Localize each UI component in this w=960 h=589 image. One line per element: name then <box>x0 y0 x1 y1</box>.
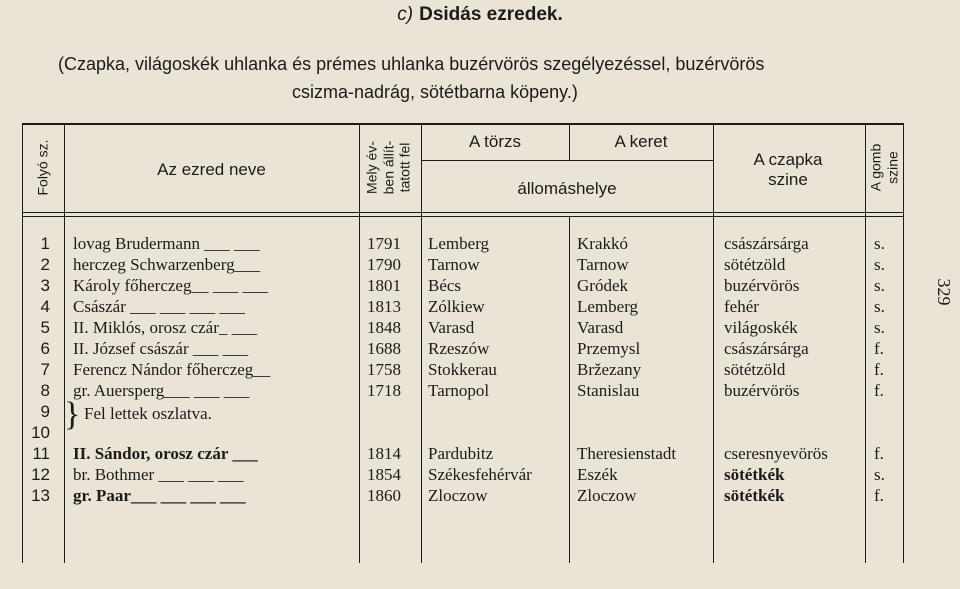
header-number: Folyó sz. <box>34 139 51 196</box>
header-bottom-rule-2 <box>22 216 904 217</box>
button-color: s. <box>874 318 885 337</box>
row-number: 6 <box>40 339 50 358</box>
table-row <box>0 443 960 464</box>
row-number: 13 <box>31 486 50 505</box>
merged-rows-note: Fel lettek oszlatva. <box>84 404 212 423</box>
cap-color: császársárga <box>724 234 809 253</box>
founding-year: 1814 <box>367 444 401 463</box>
header-year-line-2: ben állít- <box>380 140 397 195</box>
row-number: 1 <box>40 234 50 253</box>
table-row <box>0 275 960 296</box>
regiment-name: gr. Paar___ ___ ___ ___ <box>73 486 246 505</box>
founding-year: 1790 <box>367 255 401 274</box>
subtitle-line-2: csizma-nadrág, sötétbarna köpeny.) <box>292 82 578 102</box>
button-color: f. <box>874 339 884 358</box>
founding-year: 1848 <box>367 318 401 337</box>
staff-rim-divider <box>421 160 713 161</box>
founding-year: 1813 <box>367 297 401 316</box>
founding-year: 1758 <box>367 360 401 379</box>
button-color: s. <box>874 255 885 274</box>
table-row <box>0 422 960 443</box>
header-regiment-name: Az ezred neve <box>157 160 266 179</box>
rim-station: Lemberg <box>577 297 639 316</box>
regiment-name: gr. Auersperg___ ___ ___ <box>73 381 250 400</box>
row-number: 10 <box>31 423 50 442</box>
row-number: 2 <box>40 255 50 274</box>
founding-year: 1801 <box>367 276 401 295</box>
header-rim: A keret <box>614 132 668 151</box>
founding-year: 1791 <box>367 234 401 253</box>
rim-station: Stanislau <box>577 381 640 400</box>
table-row <box>0 254 960 275</box>
staff-station: Tarnopol <box>428 381 490 400</box>
rim-station: Eszék <box>577 465 618 484</box>
regiment-name: Császár ___ ___ ___ ___ <box>73 297 245 316</box>
header-staff: A törzs <box>469 132 521 151</box>
regiment-name: II. Miklós, orosz czár_ ___ <box>73 318 258 337</box>
regiment-name: lovag Brudermann ___ ___ <box>73 234 260 253</box>
page-number: 329 <box>934 278 954 306</box>
row-number: 4 <box>40 297 50 316</box>
row-number: 11 <box>32 444 50 463</box>
row-number: 5 <box>40 318 50 337</box>
cap-color: sötétzöld <box>724 255 786 274</box>
header-button-color-line-2: szine <box>884 151 901 184</box>
button-color: s. <box>874 465 885 484</box>
founding-year: 1718 <box>367 381 401 400</box>
regiment-name: br. Bothmer ___ ___ ___ <box>73 465 244 484</box>
header-year-line-1: Mely év- <box>363 141 380 194</box>
staff-station: Zloczow <box>428 486 488 505</box>
table-row <box>0 296 960 317</box>
button-color: f. <box>874 381 884 400</box>
rim-station: Przemysl <box>577 339 641 358</box>
rim-station: Varasd <box>577 318 624 337</box>
cap-color: buzérvörös <box>724 276 800 295</box>
founding-year: 1688 <box>367 339 401 358</box>
staff-station: Zólkiew <box>428 297 485 316</box>
cap-color: sötétzöld <box>724 360 786 379</box>
regiment-name: II. József császár ___ ___ <box>73 339 249 358</box>
staff-station: Stokkerau <box>428 360 497 379</box>
table-row <box>0 359 960 380</box>
table-row <box>0 233 960 254</box>
cap-color: császársárga <box>724 339 809 358</box>
subtitle-line-1: (Czapka, világoskék uhlanka és prémes uhlanka buzérvörös szegélyezéssel, buzérvörös <box>58 54 765 74</box>
table-row <box>0 485 960 506</box>
header-cap-color: A czapka szine <box>753 150 823 189</box>
rim-station: Bržezany <box>577 360 642 379</box>
regiment-name: II. Sándor, orosz czár ___ <box>73 444 258 463</box>
button-color: s. <box>874 297 885 316</box>
button-color: f. <box>874 486 884 505</box>
button-color: s. <box>874 234 885 253</box>
founding-year: 1860 <box>367 486 401 505</box>
table-row <box>0 317 960 338</box>
section-title <box>0 4 960 26</box>
regiment-name: Ferencz Nándor főherczeg__ <box>73 360 271 379</box>
staff-station: Lemberg <box>428 234 490 253</box>
founding-year: 1854 <box>367 465 401 484</box>
cap-color: cseresnyevörös <box>724 444 828 463</box>
table-row <box>0 380 960 401</box>
staff-station: Székesfehérvár <box>428 465 532 484</box>
header-button-color-line-1: A gomb <box>867 143 884 192</box>
button-color: s. <box>874 276 885 295</box>
section-title-prefix: c) <box>397 4 414 25</box>
table-top-rule <box>22 123 904 125</box>
cap-color: világoskék <box>724 318 798 337</box>
row-number: 8 <box>40 381 50 400</box>
table-row <box>0 464 960 485</box>
cap-color: buzérvörös <box>724 381 800 400</box>
row-number: 9 <box>40 402 50 421</box>
staff-station: Varasd <box>428 318 475 337</box>
header-station: állomáshelye <box>517 179 617 198</box>
regiment-name: herczeg Schwarzenberg___ <box>73 255 261 274</box>
button-color: f. <box>874 360 884 379</box>
rim-station: Zloczow <box>577 486 637 505</box>
staff-station: Rzeszów <box>428 339 490 358</box>
row-number: 12 <box>31 465 50 484</box>
section-title-text: Dsidás ezredek. <box>419 4 563 25</box>
staff-station: Bécs <box>428 276 462 295</box>
table-row <box>0 338 960 359</box>
header-bottom-rule-1 <box>22 212 904 213</box>
regiment-name: Károly főherczeg__ ___ ___ <box>73 276 268 295</box>
rim-station: Gródek <box>577 276 628 295</box>
staff-station: Pardubitz <box>428 444 494 463</box>
cap-color: sötétkék <box>724 486 785 505</box>
row-number: 3 <box>40 276 50 295</box>
header-year-line-3: tatott fel <box>396 142 413 193</box>
cap-color: sötétkék <box>724 465 785 484</box>
button-color: f. <box>874 444 884 463</box>
rim-station: Theresienstadt <box>577 444 677 463</box>
staff-station: Tarnow <box>428 255 480 274</box>
rim-station: Krakkó <box>577 234 628 253</box>
rim-station: Tarnow <box>577 255 629 274</box>
merged-rows-brace: } <box>64 396 81 433</box>
row-number: 7 <box>40 360 50 379</box>
cap-color: fehér <box>724 297 759 316</box>
